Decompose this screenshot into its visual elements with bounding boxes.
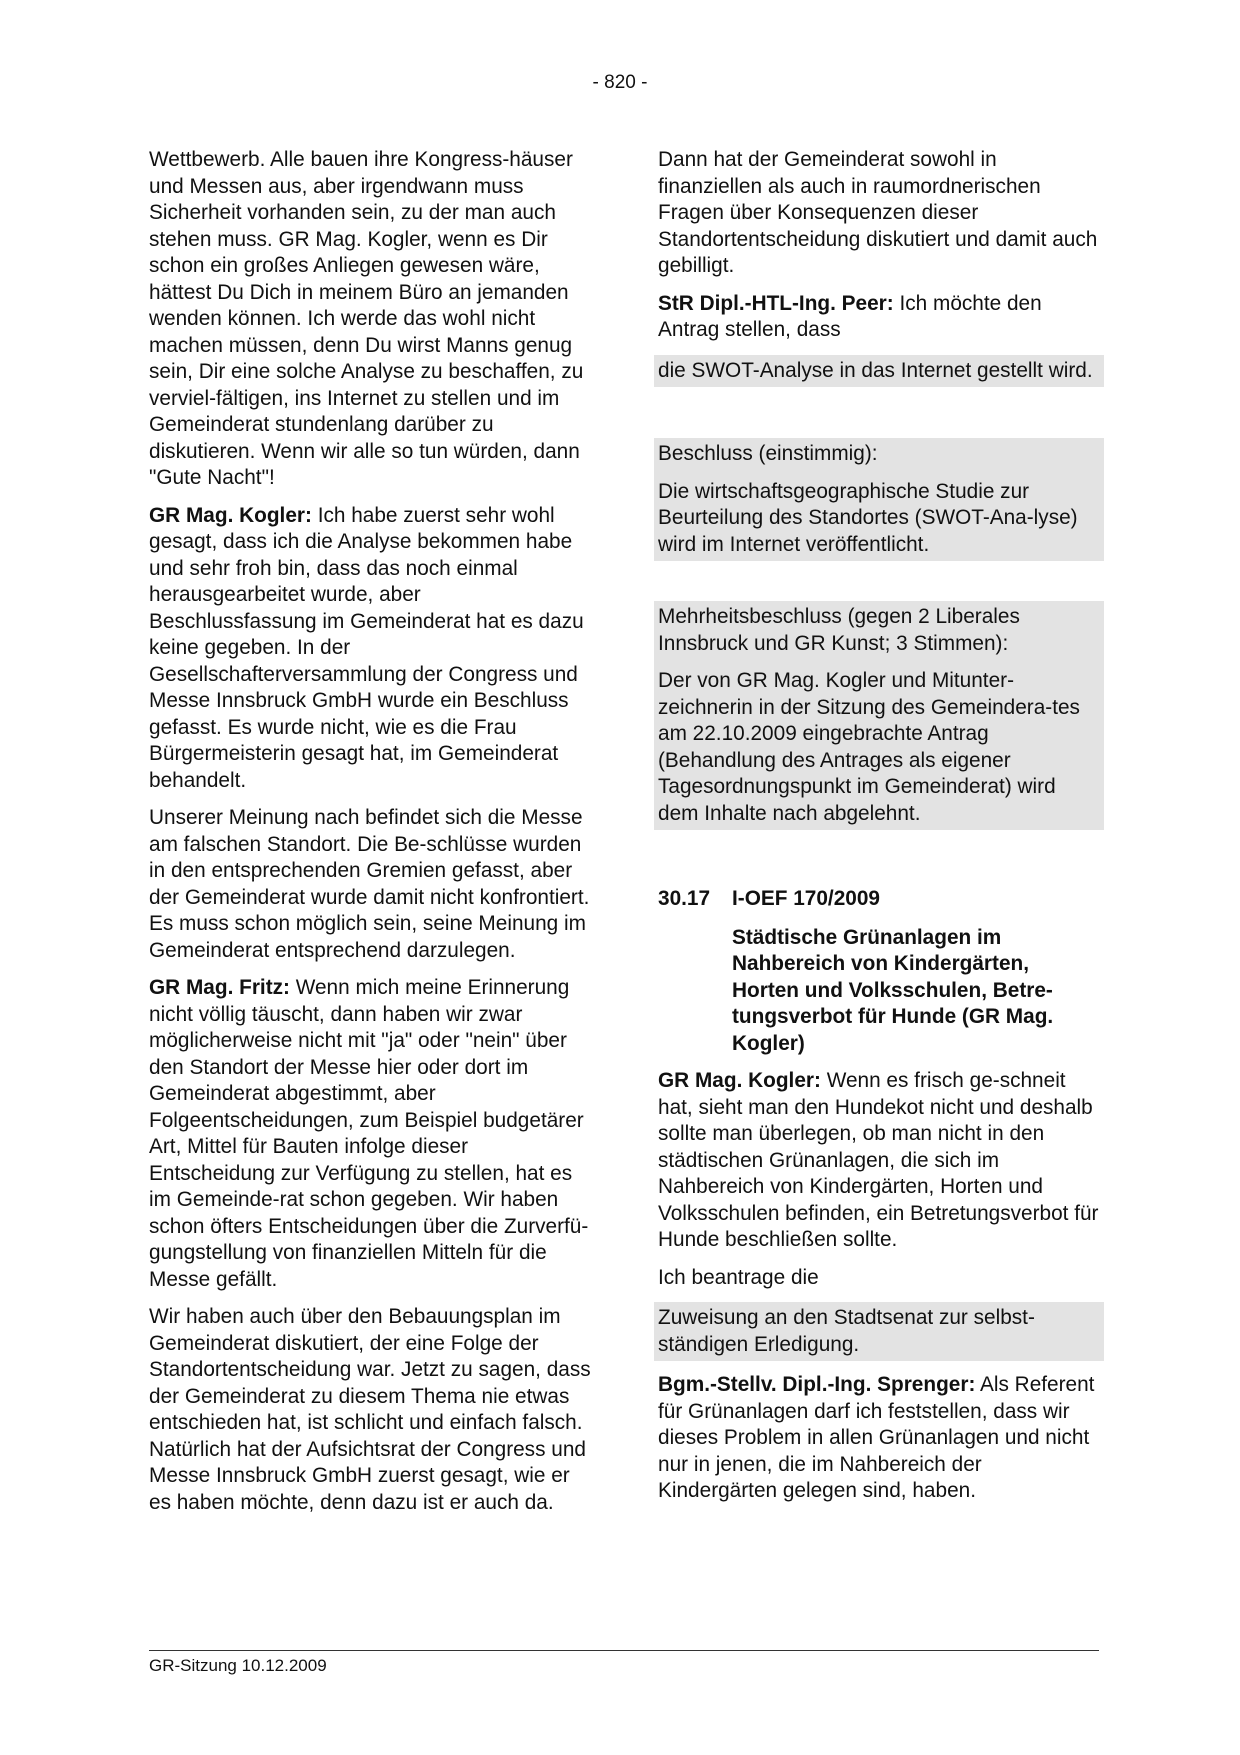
right-paragraph-3	[658, 1068, 1100, 1254]
agenda-title: Städtische Grünanlagen im Nahbereich von Kindergärten, Horten und Volksschulen, Betre-tungsverbot für Hunde (GR Mag. Kogler)	[732, 925, 1054, 1055]
agenda-code: I-OEF 170/2009	[732, 887, 880, 910]
speech-text: Ich möchte den Antrag stellen, dass	[658, 291, 1042, 341]
spacer	[658, 398, 1100, 438]
agenda-number: 30.17	[658, 887, 711, 910]
speaker-name: StR Dipl.-HTL-Ing. Peer:	[658, 291, 894, 315]
resolution-heading: Beschluss (einstimmig):	[658, 442, 878, 465]
speaker-name: GR Mag. Kogler:	[658, 1069, 821, 1092]
motion-box-1: die SWOT-Analyse in das Internet gestellt wird.	[654, 355, 1104, 388]
resolution-box-2	[654, 601, 1104, 830]
right-paragraph-4: Ich beantrage die	[658, 1265, 819, 1289]
speech-text: Wenn es frisch ge-schneit hat, sieht man den Hundekot nicht und deshalb sollte man überlegen, ob man nicht in den städtischen Grünanlagen, die sich im Nahbereich von Kindergärten, Horten und Volksschulen befinden, ein Betretungsverbot für Hunde beschließen sollte.	[658, 1069, 1099, 1251]
speaker-name: Bgm.-Stellv. Dipl.-Ing. Sprenger:	[658, 1373, 976, 1396]
speaker-name: GR Mag. Fritz:	[149, 976, 290, 999]
footer-session-label: GR-Sitzung 10.12.2009	[149, 1656, 327, 1675]
agenda-item	[658, 886, 1100, 1057]
left-paragraph-4	[149, 975, 591, 1293]
spacer	[658, 830, 1100, 886]
right-paragraph-1: Dann hat der Gemeinderat sowohl in finanziellen als auch in raumordnerischen Fragen über Konsequenzen dieser Standortentscheidung diskutiert und damit auch gebilligt.	[658, 148, 1098, 277]
agenda-head	[658, 886, 1100, 913]
speech-text: Wenn mich meine Erinnerung nicht völlig täuscht, dann haben wir zwar möglicherweise nicht mit "ja" oder "nein" über den Standort der Messe hier oder dort im Gemeinderat abgestimmt, aber Folgeentscheidungen, zum Beispiel budgetärer Art, Mittel für Bauten infolge dieser Entscheidung zur Verfügung zu stellen, hat es im Gemeinde-rat schon gegeben. Wir haben schon öfters Entscheidungen über die Zurverfü-gungstellung von finanziellen Mitteln für die Messe gefällt.	[149, 976, 589, 1291]
speech-text: Ich habe zuerst sehr wohl gesagt, dass ich die Analyse bekommen habe und sehr froh bin, dass das noch einmal herausgearbeitet wurde, aber Beschlussfassung im Gemeinderat hat es dazu keine gegeben. In der Gesellschafterversammlung der Congress und Messe Innsbruck GmbH wurde ein Beschluss gefasst. Es wurde nicht, wie es die Frau Bürgermeisterin gesagt hat, im Gemeinderat behandelt.	[149, 503, 584, 792]
page-number: - 820 -	[592, 72, 648, 93]
speaker-name: GR Mag. Kogler:	[149, 503, 312, 527]
resolution-box-1	[654, 438, 1104, 561]
right-paragraph-5	[658, 1372, 1100, 1505]
left-column	[149, 147, 591, 1527]
footer-divider	[149, 1650, 1099, 1651]
left-paragraph-3: Unserer Meinung nach befindet sich die Messe am falschen Standort. Die Be-schlüsse wurden in den entsprechenden Gremien gefasst, aber der Gemeinderat wurde damit nicht konfrontiert. Es muss schon möglich sein, seine Meinung im Gemeinderat entsprechend darzulegen.	[149, 806, 590, 962]
resolution-text: Der von GR Mag. Kogler und Mitunter-zeichnerin in der Sitzung des Gemeindera-tes am 22.10.2009 eingebrachte Antrag (Behandlung des Antrages als eigener Tagesordnungspunkt im Gemeinderat) wird dem Inhalte nach abgelehnt.	[658, 669, 1080, 825]
right-column	[658, 147, 1100, 1516]
resolution-text: Die wirtschaftsgeographische Studie zur Beurteilung des Standortes (SWOT-Ana-lyse) wird im Internet veröffentlicht.	[658, 479, 1078, 556]
left-paragraph-5: Wir haben auch über den Bebauungsplan im Gemeinderat diskutiert, der eine Folge der Standortentscheidung war. Jetzt zu sagen, dass der Gemeinderat zu diesem Thema nie etwas entschieden hat, ist schlicht und einfach falsch. Natürlich hat der Aufsichtsrat der Congress und Messe Innsbruck GmbH zuerst gesagt, wie er es haben möchte, denn dazu ist er auch da.	[149, 1305, 591, 1514]
left-paragraph-1: Wettbewerb. Alle bauen ihre Kongress-häuser und Messen aus, aber irgendwann muss Sicherheit vorhanden sein, zu der man auch stehen muss. GR Mag. Kogler, wenn es Dir schon ein großes Anliegen gewesen wäre, hättest Du Dich in meinem Büro an jemanden wenden können. Ich werde das wohl nicht machen müssen, denn Du wirst Manns genug sein, Dir eine solche Analyse zu beschaffen, zu verviel-fältigen, ins Internet zu stellen und im Gemeinderat stundenlang darüber zu diskutieren. Wenn wir alle so tun würden, dann "Gute Nacht"!	[149, 148, 584, 489]
left-paragraph-2	[149, 503, 591, 795]
speech-text: Als Referent für Grünanlagen darf ich feststellen, dass wir dieses Problem in allen Grünanlagen und nicht nur in jenen, die im Nahbereich der Kindergärten gelegen sind, haben.	[658, 1373, 1095, 1502]
spacer	[658, 561, 1100, 601]
resolution-heading: Mehrheitsbeschluss (gegen 2 Liberales Innsbruck und GR Kunst; 3 Stimmen):	[658, 605, 1020, 655]
motion-box-2: Zuweisung an den Stadtsenat zur selbst-ständigen Erledigung.	[654, 1302, 1104, 1361]
right-paragraph-2	[658, 291, 1100, 344]
